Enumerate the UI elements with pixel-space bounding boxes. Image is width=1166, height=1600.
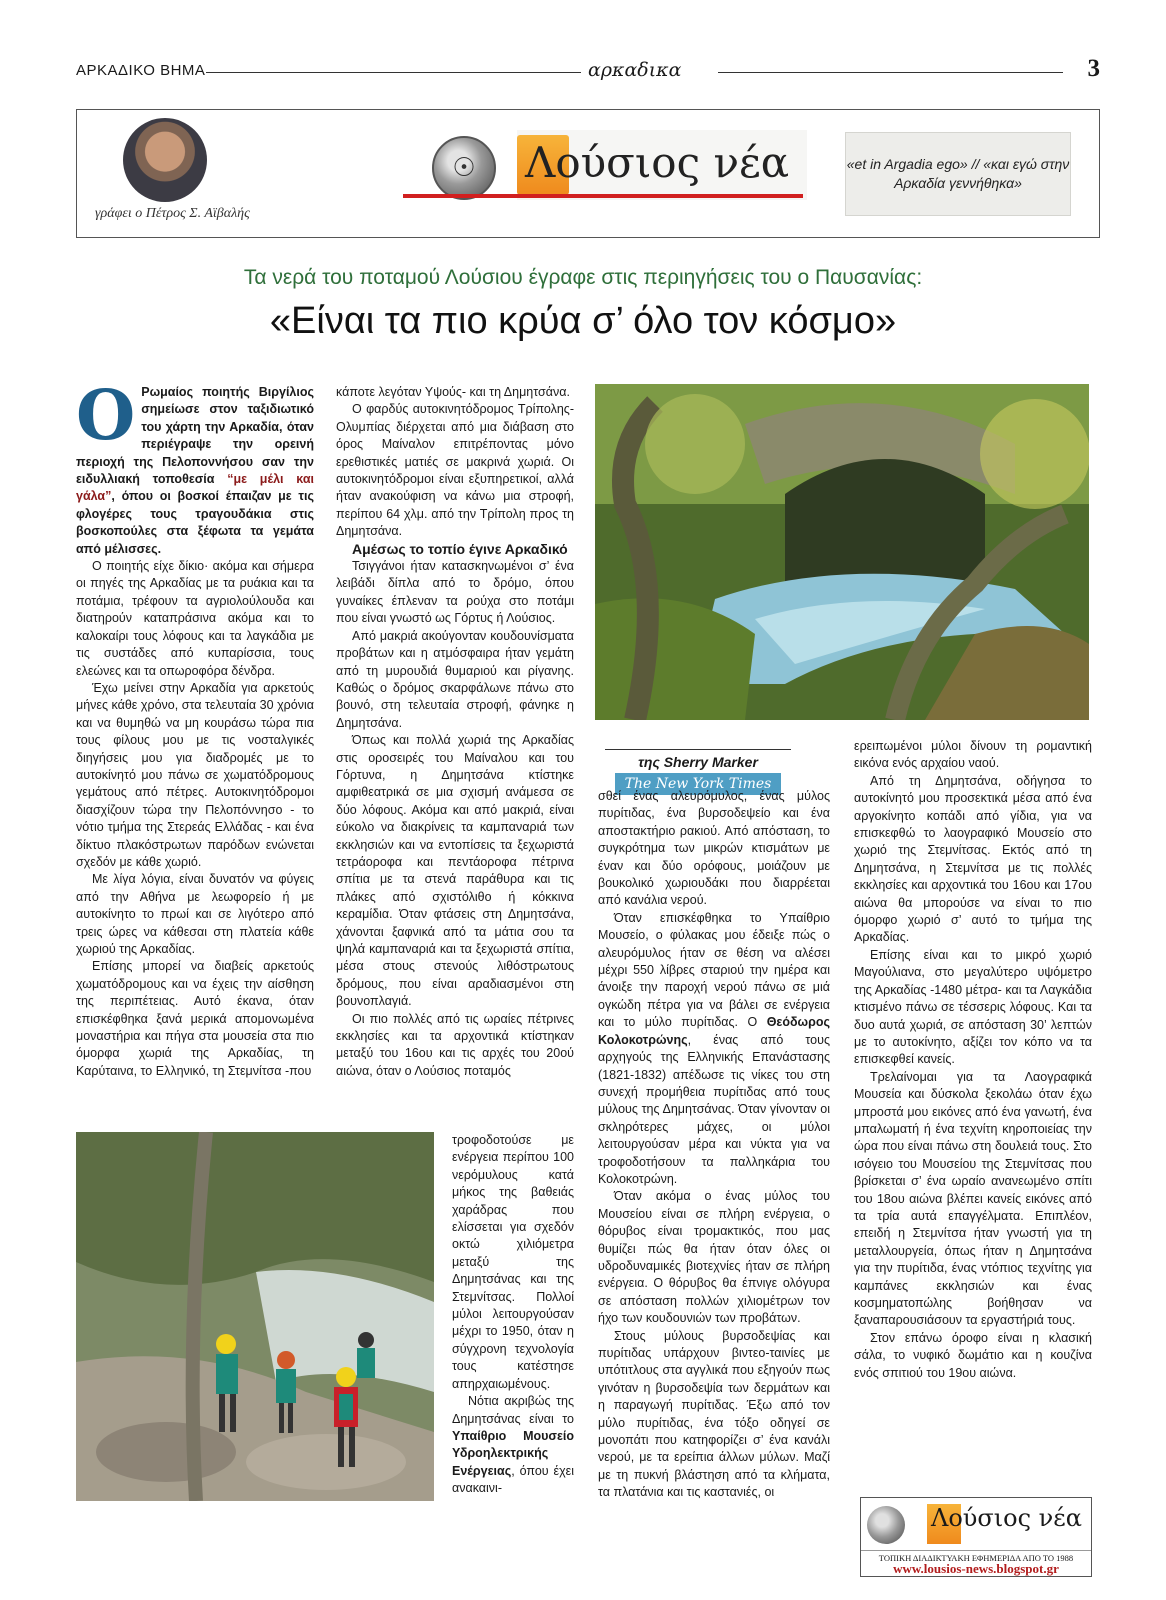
kicker: Τα νερά του ποταμού Λούσιου έγραφε στις περιηγήσεις του ο Παυσανίας: bbox=[243, 266, 923, 289]
byline-author: της Sherry Marker bbox=[638, 754, 758, 770]
paragraph bbox=[598, 910, 830, 1189]
footer-logo-text: Λούσιος νέα bbox=[931, 1504, 1082, 1532]
logo-underline bbox=[403, 194, 803, 198]
paragraph: Από τη Δημητσάνα, οδήγησα το αυτοκίνητό μου προσεκτικά μέσα από ένα αργοκίνητο κοπάδι από γίδια, για να επισκεφθώ το λαογραφικό Μουσείο στο χωριό της Στεμνίτσας. Εκτός από τη Δημητσάνα, η Στεμνίτσα με τις πολλές εκκλησίες και αρχοντικά του 16ου και 17ου αιώνα θα μπορούσε να είναι το πιο όμορφο χωριό σ’ αυτό το τμήμα της Αρκαδίας. bbox=[854, 773, 1092, 945]
lead-text-b: , όπου οι βοσκοί έπαιζαν με τις φλογέρες τους τραγουδάκια στις βοσκοπούλες στα ξέφωτα τα γεμάτα από μέλισσες. bbox=[76, 489, 314, 556]
text-span: , όπου έχει ανακαινι- bbox=[452, 1463, 574, 1496]
newspaper-name: ΑΡΚΑΔΙΚΟ ΒΗΜΑ bbox=[76, 62, 206, 79]
museum-name: Υπαίθριο Μουσείο Υδροηλεκτρικής Ενέργειας bbox=[452, 1428, 574, 1478]
column-4 bbox=[854, 738, 1092, 1382]
headline: «Είναι τα πιο κρύα σ’ όλο τον κόσμο» bbox=[269, 300, 897, 342]
paragraph: Επίσης μπορεί να διαβείς αρκετούς χωματόδρομους και να έχεις την αίσθηση της περιπέτειας. Αυτό έκανα, όταν επισκέφθηκα ξανά μερικά απομονωμένα μοναστήρια και πήγα στα μουσεία στα πιο όμορφα χωριά της Αρκαδίας, τη Καρύταινα, το Ελληνικό, τη Στεμνίτσα -που bbox=[76, 959, 314, 1078]
paragraph: τροφοδοτούσε με ενέργεια περίπου 100 νερόμυλους κατά μήκος της βαθειάς χαράδρας που ελίσσεται για σχεδόν οκτώ χιλιόμετρα μεταξύ της Δημητσάνας και της Στεμνίτσας. Πολλοί μύλοι λειτουργούσαν μέχρι το 1950, όταν η σύγχρονη τεχνολογία τους κατέστησε απηρχαιωμένους. bbox=[452, 1133, 574, 1391]
author-caption: γράφει ο Πέτρος Σ. Αϊβαλής bbox=[95, 206, 250, 221]
paragraph: σθεί ένας αλευρόμυλος, ένας μύλος πυρίτιδας, ένα βυρσοδεψείο και ένα αποστακτήριο ρακιού. Από απόσταση, το συγκρότημα των μικρών κτισμάτων με έναν και δύο ορόφους, μοιάζουν με βουκολικό χωριουδάκι που διαρρέεται από κανάλια νερού. bbox=[598, 789, 830, 908]
author-photo bbox=[123, 118, 207, 202]
footer-logo-subtitle: ΤΟΠΙΚΗ ΔΙΑΔΙΚΤΥΑΚΗ ΕΦΗΜΕΡΙΔΑ ΑΠΟ ΤΟ 1988 bbox=[861, 1550, 1091, 1563]
text-span: Όταν επισκέφθηκα το Υπαίθριο Μουσείο, ο φύλακας μου έδειξε πώς ο αλευρόμυλος ήταν σε θέση να αλέσει μέχρι 550 λίβρες σταριού την ημέρα και άνοιξε την παροχή νερού πάνω σε μιά ογκώδη πέτρα για να βάλει σε ενέργεια και το μύλο πυρίτιδας. Ο bbox=[598, 910, 830, 1030]
text-span: , ένας από τους αρχηγούς της Ελληνικής Επανάστασης (1821-1832) απέδωσε τις νίκες του στη συνεχή προμήθεια πυρίτιδας από τους μύλους της Δημητσάνας. Όταν γίνονταν οι σκληρότερες μάχες, οι μύλοι λειτουργούσαν μέρα και νύκτα για να τροφοδοτήσουν τα παλληκάρια του Κολοκοτρώνη. bbox=[598, 1032, 830, 1186]
column-banner bbox=[76, 109, 1100, 238]
byline-rule bbox=[605, 749, 791, 750]
paragraph: Στους μύλους βυρσοδεψίας και πυρίτιδας υπάρχουν βιντεο-ταινίες με υπότιτλους στα αγγλικά που εξηγούν πως γινόταν η βυρσοδεψία των δερμάτων και η παραγωγή πυρίτιδας. Έξω από τον μύλο πυρίτιδας, ένα τόξο οδηγεί σε μονοπάτι που κατηφορίζει σ’ ένα κανάλι νερού, με τα ερείπια άλλων μύλων. Μαζί με τη πυκνή βλάστηση από τα κλήματα, τα πλατάνια και τις καστανιές, οι bbox=[598, 1328, 830, 1500]
coin-logo-icon: ☉ bbox=[432, 136, 496, 200]
paragraph bbox=[452, 1393, 574, 1497]
paragraph: Όταν ακόμα ο ένας μύλος του Μουσείου είναι σε πλήρη ενέργεια, ο θόρυβος είναι τρομακτικός, που μας θυμίζει πώς θα ήταν όταν όλες οι υδροδυναμικές βιοτεχνίες ήταν σε πλήρη ενέργεια. Ο θόρυβος θα έπνιγε ολόγυρα σε απόσταση πολλών χιλιομέτρων τον ήχο των κουδουνιών των προβάτων. bbox=[598, 1189, 830, 1326]
paragraph: Έχω μείνει στην Αρκαδία για αρκετούς μήνες κάθε χρόνο, στα τελευταία 30 χρόνια και να θυμηθώ να μη κουράσω τώρα πια τους φίλους μου με τις νοσταλγικές διηγήσεις μου για διαδρομές με το αυτοκίνητό μου πάνω σε χωματόδρομους γεμάτους από πέτρες. Αυτοκινητόδρομοι διασχίζουν τώρα την Πελοπόννησο - το νότιο τμήμα της Στερεάς Ελλάδας - και ένα δίκτυο πλακόστρωτων παρόδων ενώνεται σχεδόν με κάθε χωριό. bbox=[76, 680, 314, 869]
column-3 bbox=[598, 788, 830, 1502]
paragraph: Τσιγγάνοι ήταν κατασκηνωμένοι σ’ ένα λειβάδι δίπλα από το δρόμο, όπου γυναίκες έπλεναν τα ρούχα στο ποτάμι που είναι γνωστό ως Γόρτυς ή Λούσιος. bbox=[336, 559, 574, 626]
section-name: αρκαδικα bbox=[588, 59, 682, 81]
rafting-group-photo bbox=[76, 1132, 434, 1501]
coin-logo-icon bbox=[867, 1506, 905, 1544]
paragraph: Με λίγα λόγια, είναι δυνατόν να φύγεις από την Αθήνα με λεωφορείο ή με αυτοκίνητο το πρωί και σε λιγότερο από τρεις ώρες να κάθεσαι στη πλατεία κάθε χωριού της Αρκαδίας. bbox=[76, 872, 314, 956]
column-2 bbox=[336, 384, 574, 1080]
page-number: 3 bbox=[1087, 55, 1100, 82]
header-rule-left bbox=[206, 72, 581, 73]
subheading: Αμέσως το τοπίο έγινε Αρκαδικό bbox=[352, 540, 568, 557]
paragraph: Επίσης είναι και το μικρό χωριό Μαγούλιανα, στο μεγαλύτερο υψόμετρο της Αρκαδίας -1480 μέτρα- και τα Λαγκάδια κτισμένο πάνω σε τέσσερις λόφους. Και τα δυο αυτά χωριά, σε απόσταση 30’ λεπτών με το αυτοκίνητο, αξίζει τον κόπο να τα επισκεφθεί κανείς. bbox=[854, 947, 1092, 1067]
lead-text-a: Ρωμαίος ποιητής Βιργίλιος σημείωσε στον ταξιδιωτικό του χάρτη την Αρκαδία, όταν περιέγραψε την ορεινή περιοχή της Πελοποννήσου σαν την ειδυλλιακή τοποθεσία bbox=[76, 385, 314, 487]
nyt-logo: The New York Times bbox=[615, 773, 781, 795]
paragraph: Τρελαίνομαι για τα Λαογραφικά Μουσεία και δύσκολα ξεκολάω όταν έχω μπροστά μου εικόνες από ένα γανωτή, ένα μπαλωματή ή ένα τεχνίτη κηροποιείας την ώρα που είναι πάνω στη δουλειά τους. Στο ισόγειο του Μουσείου της Στεμνίτσας που βρίσκεται σ’ ένα ωραίο ανανεωμένο σπίτι του 18ου αιώνα βλέπει κανείς εικόνες από τα τρία αυτά επαγγέλματα. Επιπλέον, επειδή η Στεμνίτσα ήταν γνωστή για τη μεταλλουργεία, όπως ήταν η Δημητσάνα για την πυρίτιδα, ένας ντόπιος τεχνίτης για καμπάνες εκκλησιών και ένας κοσμηματοπώλης βοήθησαν να ξαναπαρουσιάσουν τα εργαστήριά τους. bbox=[854, 1069, 1092, 1328]
footer-logo-url[interactable]: www.lousios-news.blogspot.gr bbox=[893, 1561, 1059, 1576]
lead-paragraph bbox=[76, 376, 314, 558]
column-1 bbox=[76, 376, 314, 1080]
paragraph: Όπως και πολλά χωριά της Αρκαδίας στις οροσειρές του Μαίναλου και του Γόρτυνα, η Δημητσάνα κτίστηκε αμφιθεατρικά σε μια σχισμή ανάμεσα σε δύο λόφους. Ακόμα και από μακριά, είναι εύκολο να διακρίνεις τα καμπαναριά των εκκλησιών και να εντοπίσεις τα ξεχωριστά τετράοροφα και πεντάοροφα πέτρινα σπίτια με τα στενά παράθυρα και τις πλάκες από σχιστόλιθο ή κόκκινα κεραμίδια. Όταν φτάσεις στη Δημητσάνα, χάνονται ξαφνικά από τα μάτια σου τα ψηλά καμπαναριά και τα ξεχωριστά σπίτια, μέσα στους στενούς λιθόστρωτους δρόμους, που είναι αραδιασμένοι στη βουνοπλαγιά. bbox=[336, 733, 574, 1009]
kolokotronis-name: Θεόδωρος Κολοκοτρώνης bbox=[598, 1015, 830, 1047]
footer-logo bbox=[860, 1497, 1092, 1577]
paragraph: Ο φαρδύς αυτοκινητόδρομος Τρίπολης-Ολυμπίας διέρχεται από μια διάβαση στο όρος Μαίναλον επιτρέποντας μόνο ερεθιστικές ματιές σε μακρινά χωριά. Οι αυτοκινητόδρομοι είναι εξυπηρετικοί, αλλά ήταν ανακούφιση να κάνω μια στροφή, περίπου 64 χλμ. από την Τρίπολη προς τη Δημητσάνα. bbox=[336, 402, 574, 539]
lead-quote: “με μέλι και γάλα” bbox=[76, 472, 314, 504]
lousios-logo bbox=[517, 130, 807, 200]
header-rule-right bbox=[718, 72, 1063, 73]
logo-text: Λούσιος νέα bbox=[525, 138, 790, 187]
paragraph: κάποτε λεγόταν Υψούς- και τη Δημητσάνα. bbox=[336, 385, 570, 399]
column-2-narrow bbox=[452, 1132, 574, 1498]
paragraph: Ο ποιητής είχε δίκιο· ακόμα και σήμερα οι πηγές της Αρκαδίας με τα ρυάκια και τα ποτάμια, τρέφουν τα αγριολούλουδα και διατηρούν καταπράσινα ακόμα και το καλοκαίρι τους λόφους και τα λαγκάδια με τις συστάδες από κυπαρίσσια, τους ελεώνες και τα οπωροφόρα δένδρα. bbox=[76, 559, 314, 678]
bridge-river-photo bbox=[595, 384, 1089, 720]
paragraph: ερειπωμένοι μύλοι δίνουν τη ρομαντική εικόνα ενός αρχαίου ναού. bbox=[854, 739, 1092, 771]
hiker-4 bbox=[357, 1332, 375, 1378]
running-header bbox=[76, 55, 1100, 86]
motto-box: «et in Argadia ego» // «και εγώ στην Αρκαδία γεννήθηκα» bbox=[845, 132, 1071, 216]
bridge-river-illustration bbox=[595, 384, 1089, 720]
rafting-group-illustration bbox=[76, 1132, 434, 1501]
dropcap: Ο bbox=[76, 376, 136, 456]
paragraph: Από μακριά ακούγονταν κουδουνίσματα προβάτων και η ατμόσφαιρα ήταν γεμάτη από τη μυρουδιά θυμαριού και ρίγανης. Καθώς ο δρόμος σκαρφάλωνε πάνω στο βουνό, στη τελευταία στροφή, φάνηκε η Δημητσάνα. bbox=[336, 628, 574, 730]
paragraph: Στον επάνω όροφο είναι η κλασική σάλα, το νυφικό δωμάτιο και η κουζίνα ενός σπιτιού του 19ου αιώνα. bbox=[854, 1330, 1092, 1380]
text-span: Νότια ακριβώς της Δημητσάνας είναι το bbox=[452, 1394, 574, 1426]
paragraph: Οι πιο πολλές από τις ωραίες πέτρινες εκκλησίες και τα αρχοντικά κτίστηκαν μεταξύ του 16ου και τις αρχές του 20ού αιώνα, όταν ο Λούσιος ποταμός bbox=[336, 1011, 574, 1078]
